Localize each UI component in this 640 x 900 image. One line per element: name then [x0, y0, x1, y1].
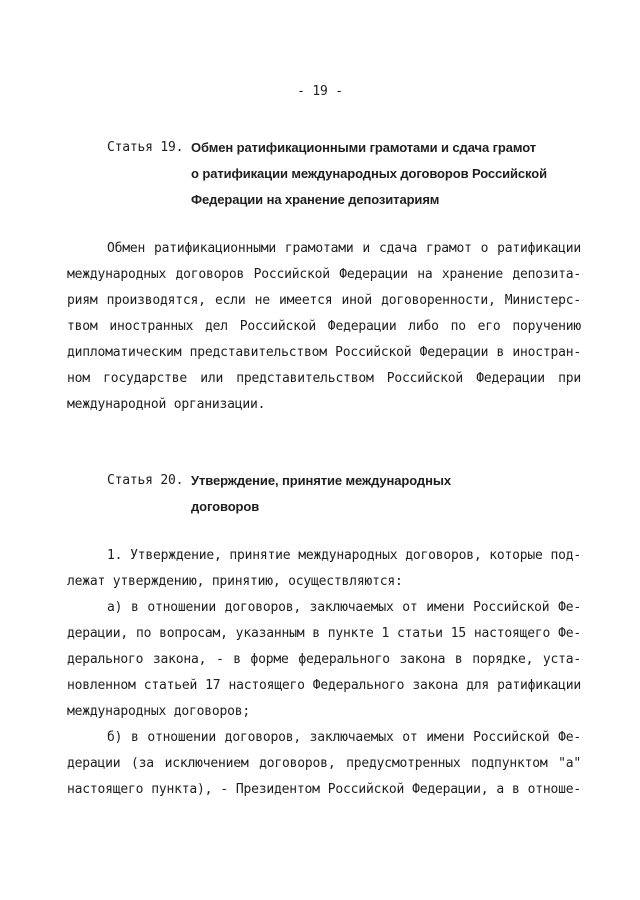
article-20-title-line: договоров: [191, 499, 260, 514]
body-line: новленном статьей 17 настоящего Федерального закона для ратификации: [67, 678, 581, 693]
body-line: ном государстве или представительством Российской Федерации при: [67, 371, 581, 386]
body-line: 1. Утверждение, принятие международных договоров, которые под-: [107, 548, 581, 563]
body-line: б) в отношении договоров, заключаемых от имени Российской Фе-: [107, 730, 581, 745]
article-20-title-line: Утверждение, принятие международных: [191, 473, 451, 488]
body-line: международной организации.: [67, 397, 266, 412]
article-20-label: Статья 20.: [107, 473, 184, 488]
body-line: дипломатическим представительством Российской Федерации в иностран-: [67, 345, 581, 360]
body-line: лежат утверждению, принятию, осуществляются:: [67, 574, 403, 589]
body-line: дерации, по вопросам, указанным в пункте 1 статьи 15 настоящего Фе-: [67, 626, 581, 641]
body-line: настоящего пункта), - Президентом Российской Федерации, а в отноше-: [67, 782, 581, 797]
body-line: дерации (за исключением договоров, предусмотренных подпунктом "а": [67, 756, 581, 771]
article-19-title-line: о ратификации международных договоров Российской: [191, 166, 548, 181]
article-19-title-line: Федерации на хранение депозитариям: [191, 192, 440, 207]
body-line: международных договоров;: [67, 704, 251, 719]
article-19-label: Статья 19.: [107, 140, 184, 155]
body-line: международных договоров Российской Федерации на хранение депозита-: [67, 267, 581, 282]
body-line: а) в отношении договоров, заключаемых от имени Российской Фе-: [107, 600, 581, 615]
body-line: Обмен ратификационными грамотами и сдача грамот о ратификации: [107, 241, 581, 256]
body-line: твом иностранных дел Российской Федерации либо по его поручению: [67, 319, 581, 334]
article-19-title-line: Обмен ратификационными грамотами и сдача грамот: [191, 140, 537, 155]
page-number: - 19 -: [297, 84, 343, 99]
body-line: дерального закона, - в форме федерального закона в порядке, уста-: [67, 652, 581, 667]
body-line: риям производятся, если не имеется иной договоренности, Министерс-: [67, 293, 581, 308]
